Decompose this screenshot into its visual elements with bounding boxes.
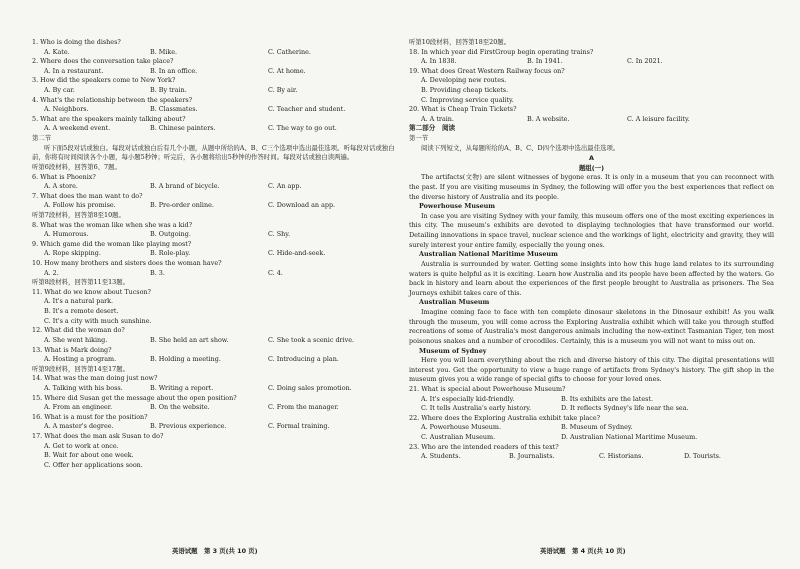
option-a: A. A store. (44, 182, 78, 191)
option-b: B. Pre-order online. (150, 201, 214, 210)
option-d: D. Tourists. (684, 452, 721, 461)
question-6: 6. What is Phoenix? (32, 172, 96, 181)
material-label: 听第6段材料，回答第6、7题。 (32, 162, 121, 171)
question-7: 7. What does the man want to do? (32, 191, 143, 200)
options-21-ab (409, 395, 774, 405)
options-15 (32, 403, 397, 413)
option-a: A. It's a natural park. (44, 297, 114, 306)
option-c: C. Catherine. (268, 47, 311, 56)
option-b: B. Journalists. (509, 452, 555, 461)
question-23: 23. Who are the intended readers of this text? (409, 442, 559, 451)
option-b: B. Museum of Sydney. (561, 423, 633, 432)
options-23 (409, 452, 774, 462)
museum-heading: Museum of Sydney (419, 346, 487, 355)
options-21-cd (409, 404, 774, 414)
page-left (32, 38, 397, 540)
question-20: 20. What is Cheap Train Tickets? (409, 105, 517, 114)
question-1: 1. Who is doing the dishes? (32, 38, 121, 46)
question-2: 2. Where does the conversation take place? (32, 57, 174, 66)
option-b: B. Writing a report. (150, 383, 214, 392)
option-b: B. Providing cheap tickets. (421, 86, 509, 95)
option-a: A. It's especially kid-friendly. (421, 394, 515, 403)
option-a: A. A weekend event. (44, 124, 111, 133)
options-9 (32, 249, 397, 259)
options-8 (32, 230, 397, 240)
question-22: 22. Where does the Exploring Australia exhibit take place? (409, 413, 601, 422)
option-d: D. It reflects Sydney's life near the sea. (561, 404, 689, 413)
museum-paragraph: Here you will learn everything about the rich and diverse history of this city. The digital presentations will interest you. Get the opportunity to view a huge range of artifacts from Sydney's history. The gift shop in the museum gives you a wide range of special gifts to choose for your loved ones. (409, 356, 774, 384)
page-right (409, 38, 774, 540)
options-13 (32, 355, 397, 365)
option-a: A. Hosting a program. (44, 355, 117, 364)
option-b: B. Outgoing. (150, 230, 191, 239)
museum-paragraph: In case you are visiting Sydney with your family, this museum offers one of the most exciting experiences in this city. The museum's exhibits are devoted to displaying technologies that have transformed our world. Detailing innovations in space travel, nuclear science and the workings of light, electricity and gravity, they will surely interest your entire family, especially the young ones. (409, 211, 774, 249)
option-a: A. By car. (44, 86, 75, 95)
option-c: C. Formal training. (268, 422, 330, 431)
question-8: 8. What was the woman like when she was a kid? (32, 220, 193, 229)
options-16 (32, 422, 397, 432)
option-c: C. It tells Australia's early history. (421, 404, 532, 413)
option-c: C. The way to go out. (268, 124, 337, 133)
museum-paragraph: Australia is surrounded by water. Getting some insights into how this huge land relates to its surrounding waters is quite helpful as it is exciting. Learn how Australia and its people have been affected by the waters. Go back in history and learn about the experiences of the first people brought to Australia as prisoners. The Sea Journeys exhibit takes care of this. (409, 259, 774, 297)
option-a: A. She went hiking. (44, 335, 108, 344)
option-a: A. A train. (421, 114, 454, 123)
option-a: A. Talking with his boss. (44, 383, 123, 392)
option-b: B. On the website. (150, 403, 210, 412)
options-4 (32, 105, 397, 115)
question-10: 10. How many brothers and sisters does the woman have? (32, 259, 222, 268)
option-a: A. Get to work at once. (44, 441, 119, 450)
section-heading: 第一节 (409, 134, 429, 143)
option-c: C. Offer her applications soon. (44, 460, 143, 469)
option-c: C. Improving service quality. (421, 95, 514, 104)
page-footer-left: 英语试题 第 3 页(共 10 页) (172, 547, 258, 555)
options-12 (32, 336, 397, 346)
museum-heading: Powerhouse Museum (419, 202, 496, 211)
option-c: C. Download an app. (268, 201, 336, 210)
option-b: B. In 1941. (527, 57, 563, 66)
option-a: A. Humorous. (44, 230, 89, 239)
option-c: C. Australian Museum. (421, 433, 496, 442)
material-label: 听第7段材料，回答第8至10题。 (32, 211, 125, 219)
question-16: 16. What is a must for the position? (32, 412, 148, 421)
options-6 (32, 182, 397, 192)
option-b: B. Previous experience. (150, 422, 227, 431)
option-a: A. A master's degree. (44, 422, 114, 431)
option-a: A. Neighbors. (44, 105, 89, 114)
option-b: B. Its exhibits are the latest. (561, 394, 653, 403)
options-10 (32, 269, 397, 279)
question-11: 11. What do we know about Tucson? (32, 287, 151, 296)
question-12: 12. What did the woman do? (32, 326, 125, 335)
passage-intro: The artifacts(文物) are silent witnesses of bygone eras. It is only in a museum that you can reconnect with the past. If you are visiting museums in Sydney, the following will offer you the best experiences that reflect on the diverse history of Australia and its people. (409, 173, 774, 201)
question-15: 15. Where did Susan get the message about the open position? (32, 393, 237, 402)
option-a: A. Students. (421, 452, 461, 461)
question-4: 4. What's the relationship between the speakers? (32, 95, 193, 104)
options-22-cd (409, 433, 774, 443)
question-18: 18. In which year did FirstGroup begin operating trains? (409, 47, 594, 56)
section-instruction: 听下面5段对话或独白。每段对话或独白后有几个小题，从题中所给的A、B、C三个选项中选出最佳选项。听每段对话或独白前，你将有时间阅读各个小题，每小题5秒钟；听完后，各小题将给出5秒钟的作答时间。每段对话或独白读两遍。 (32, 143, 395, 162)
option-c: C. Hide-and-seek. (268, 249, 326, 258)
option-c: C. An app. (268, 182, 302, 191)
option-b: B. Mike. (150, 47, 178, 56)
option-b: B. 3. (150, 268, 165, 277)
option-a: A. From an engineer. (44, 403, 113, 412)
option-c: C. She took a scenic drive. (268, 335, 355, 344)
option-c: C. Teacher and student. (268, 105, 346, 114)
question-9: 9. Which game did the woman like playing most? (32, 239, 192, 248)
museum-paragraph: Imagine coming face to face with ten complete dinosaur skeletons in the Dinosaur exhibit! As you walk through the museum, you will come across the Exploring Australia exhibit which will take you through stuffed recreations of some of Australia's most dangerous animals including the now-extinct Tasmanian Tiger, ten most poisonous snakes and a number of crocodiles. Certainly, this is a museum you will not want to miss out on. (409, 308, 774, 345)
option-c: C. A leisure facility. (627, 114, 690, 123)
question-19: 19. What does Great Western Railway focus on? (409, 66, 565, 75)
page-footer-right: 英语试题 第 4 页(共 10 页) (540, 547, 626, 555)
material-label: 听第10段材料，回答第18至20题。 (409, 38, 511, 46)
options-5 (32, 124, 397, 134)
options-14 (32, 384, 397, 394)
question-17: 17. What does the man ask Susan to do? (32, 432, 164, 441)
option-a: A. In a restaurant. (44, 66, 104, 75)
part-heading: 第二部分 阅读 (409, 124, 456, 133)
question-14: 14. What was the man doing just now? (32, 374, 158, 383)
group-title: 题组(一) (578, 164, 604, 173)
options-1 (32, 48, 397, 58)
options-3 (32, 86, 397, 96)
option-b: B. A brand of bicycle. (150, 182, 220, 191)
option-c: C. By air. (268, 86, 298, 95)
options-20 (409, 115, 774, 125)
question-5: 5. What are the speakers mainly talking about? (32, 114, 186, 123)
option-d: D. Australian National Maritime Museum. (561, 433, 698, 442)
option-c: C. From the manager. (268, 403, 339, 412)
option-b: B. Classmates. (150, 105, 198, 114)
option-b: B. Holding a meeting. (150, 355, 221, 364)
option-c: C. Introducing a plan. (268, 355, 339, 364)
section-heading: 第二节 (32, 134, 52, 143)
option-c: C. Doing sales promotion. (268, 383, 352, 392)
options-7 (32, 201, 397, 211)
passage-letter: A (589, 154, 594, 163)
option-b: B. In an office. (150, 66, 198, 75)
option-c: C. Historians. (599, 452, 644, 461)
option-b: B. Wait for about one week. (44, 451, 134, 460)
question-21: 21. What is special about Powerhouse Museum? (409, 385, 566, 393)
museum-heading: Australian Museum (419, 298, 490, 307)
question-3: 3. How did the speakers come to New York? (32, 76, 176, 85)
option-a: A. Powerhouse Museum. (421, 423, 501, 432)
option-b: B. Role-play. (150, 249, 191, 258)
material-label: 听第9段材料，回答第14至17题。 (32, 364, 130, 373)
option-a: A. 2. (44, 268, 59, 277)
option-c: C. At home. (268, 66, 306, 75)
option-c: C. It's a city with much sunshine. (44, 316, 152, 325)
material-label: 听第8段材料，回答第11至13题。 (32, 278, 130, 287)
option-c: C. Shy. (268, 230, 291, 239)
option-a: A. Follow his promise. (44, 201, 116, 210)
option-c: C. In 2021. (627, 57, 663, 66)
option-b: B. A website. (527, 114, 570, 123)
section-instruction: 阅读下列短文，从每题所给的A、B、C、D四个选项中选出最佳选项。 (421, 143, 620, 152)
museum-heading: Australian National Maritime Museum (419, 250, 558, 259)
question-13: 13. What is Mark doing? (32, 345, 112, 354)
option-c: C. 4. (268, 268, 283, 277)
option-b: B. Chinese painters. (150, 124, 216, 133)
option-a: A. Kate. (44, 47, 70, 56)
options-2 (32, 67, 397, 77)
option-a: A. Rope skipping. (44, 249, 101, 258)
options-18 (409, 57, 774, 67)
option-b: B. She held an art show. (150, 335, 229, 344)
option-b: B. It's a remote desert. (44, 307, 119, 316)
option-b: B. By train. (150, 86, 187, 95)
options-22-ab (409, 423, 774, 433)
option-a: A. In 1838. (421, 57, 457, 66)
option-a: A. Developing new routes. (421, 76, 507, 85)
